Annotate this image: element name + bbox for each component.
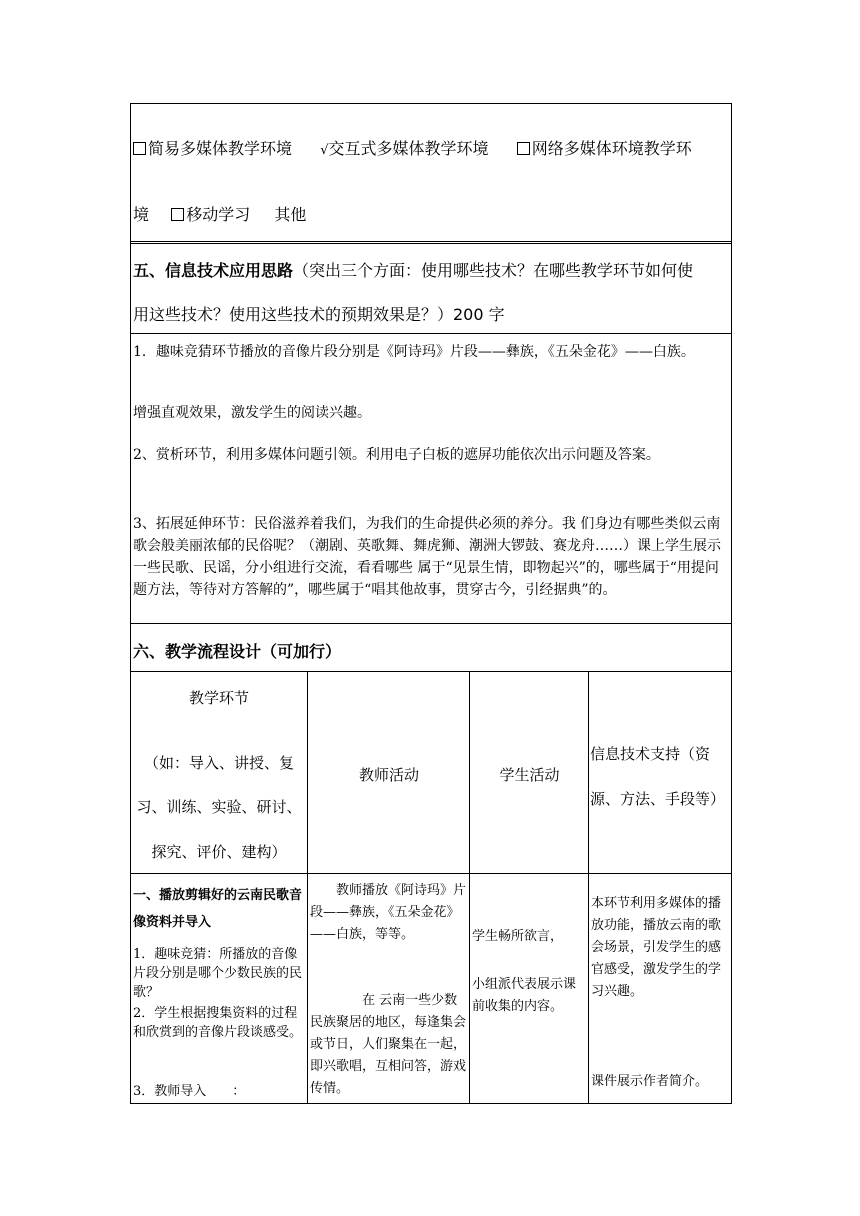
checkbox-simple-multimedia[interactable]	[133, 142, 146, 155]
col4-header-line1: 信息技术支持（资	[590, 745, 711, 763]
col2-header: 教师活动	[358, 766, 419, 784]
row1-col1-item1: 1．趣味竞猜：所播放的音像片段分别是哪个少数民族的民歌？	[133, 947, 303, 1000]
col-divider-2	[469, 671, 470, 1104]
row-divider-section5	[130, 333, 732, 334]
row-divider-section6	[130, 671, 732, 672]
section5-desc-1: （突出三个方面：使用哪些技术？在哪些教学环节如何使	[293, 261, 694, 280]
row1-col1-item3: 3．教师导入 ：	[133, 1084, 246, 1099]
row1-col3-para2: 小组派代表展示课前收集的内容。	[472, 977, 577, 1014]
checkbox-mobile-learning[interactable]	[171, 208, 184, 221]
section5-para-3: 2、赏析环节，利用多媒体问题引领。利用电子白板的遮屏功能依次出示问题及答案。	[133, 447, 660, 463]
row1-col2-para2: 在 云南一些少数民族聚居的地区，每逢集会或节日，人们聚集在一起，即兴歌唱，互相问答，游戏传情。	[310, 993, 467, 1096]
row-divider-paras	[130, 623, 732, 624]
section5-heading-line1	[133, 258, 693, 281]
check-mark-icon: √	[320, 143, 329, 158]
col1-header-line2: 习、训练、实验、研讨、	[136, 798, 302, 816]
section5-para-4: 3、拓展延伸环节：民俗滋养着我们，为我们的生命提供必须的养分。我 们身边有哪些类似云南歌会般美丽浓郁的民俗呢？（潮剧、英歌舞、舞虎狮、潮洲大锣鼓、赛龙舟……）课上学生展示一些民歌、民谣，分小组进行交流，看看哪些 属于“见景生情，即物起兴”的，哪些属于“用提问题方法，等待对方答解的”，哪些属于“唱其他故事，贯穿古今，引经据典”的。	[133, 516, 721, 598]
row1-col1-title: 一、播放剪辑好的云南民歌音像资料并导入	[133, 888, 303, 930]
row1-col3-para1: 学生畅所欲言，	[472, 929, 564, 944]
row-divider-env-double	[130, 243, 732, 244]
env-options-line2	[133, 202, 306, 225]
env-option-network: 网络多媒体环境教学环	[531, 139, 692, 158]
col3-header: 学生活动	[499, 766, 560, 784]
col1-header-line3: 探究、评价、建构）	[151, 843, 287, 861]
row1-col2-para1: 教师播放《阿诗玛》片段——彝族，《五朵金花》——白族，等等。	[310, 883, 467, 942]
section5-desc-2: 用这些技术？使用这些技术的预期效果是？）200 字	[133, 305, 505, 324]
row1-col4-para1: 本环节利用多媒体的播放功能，播放云南的歌会场景，引发学生的感官感受，激发学生的学习兴趣。	[591, 896, 722, 999]
section5-para-2: 增强直观效果，激发学生的阅读兴趣。	[133, 405, 371, 421]
row1-col1-item2: 2．学生根据搜集资料的过程和欣赏到的音像片段谈感受。	[133, 1006, 303, 1040]
env-option-network-cont: 境	[133, 205, 150, 224]
col-divider-1	[307, 671, 308, 1104]
section6-title: 六、教学流程设计（可加行）	[133, 642, 342, 661]
col1-header-line1: （如：导入、讲授、复	[143, 754, 294, 772]
env-option-other: 其他	[274, 205, 307, 224]
env-option-interactive: 交互式多媒体教学环境	[328, 139, 489, 158]
section5-title: 五、信息技术应用思路	[133, 261, 294, 280]
env-option-mobile: 移动学习	[186, 205, 251, 224]
row1-col4-para2: 课件展示作者简介。	[591, 1074, 709, 1089]
env-option-simple: 简易多媒体教学环境	[148, 139, 293, 158]
checkbox-network-multimedia[interactable]	[517, 142, 530, 155]
section5-para-1: 1．趣味竞猜环节播放的音像片段分别是《阿诗玛》片段——彝族，《五朵金花》——白族。	[133, 344, 695, 360]
row-divider-table-header	[130, 873, 732, 874]
col-divider-3	[588, 671, 589, 1104]
row-divider-env	[130, 241, 732, 242]
env-options-line1	[133, 136, 692, 159]
col1-header-title: 教学环节	[188, 689, 249, 707]
col4-header-line2: 源、方法、手段等）	[590, 790, 726, 808]
